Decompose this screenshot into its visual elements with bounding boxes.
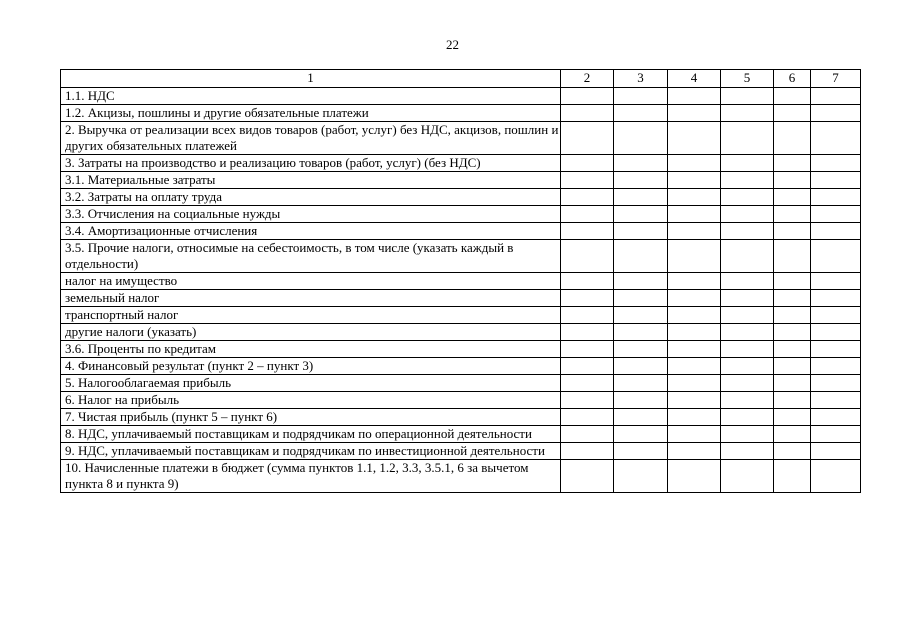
value-cell <box>811 273 861 290</box>
value-cell <box>561 273 614 290</box>
value-cell <box>774 324 811 341</box>
value-cell <box>811 426 861 443</box>
value-cell <box>774 460 811 493</box>
value-cell <box>721 122 774 155</box>
column-header: 3 <box>614 70 668 88</box>
value-cell <box>811 155 861 172</box>
row-label: 3.3. Отчисления на социальные нужды <box>61 206 561 223</box>
value-cell <box>774 307 811 324</box>
table-row <box>61 122 861 155</box>
row-label: 7. Чистая прибыль (пункт 5 – пункт 6) <box>61 409 561 426</box>
row-label: 3.5. Прочие налоги, относимые на себестоимость, в том числе (указать каждый в отдельности) <box>61 240 561 273</box>
value-cell <box>811 358 861 375</box>
value-cell <box>561 409 614 426</box>
value-cell <box>774 375 811 392</box>
row-label: 1.2. Акцизы, пошлины и другие обязательные платежи <box>61 105 561 122</box>
table-row <box>61 341 861 358</box>
value-cell <box>668 155 721 172</box>
value-cell <box>774 358 811 375</box>
value-cell <box>561 460 614 493</box>
value-cell <box>614 358 668 375</box>
value-cell <box>668 341 721 358</box>
value-cell <box>614 426 668 443</box>
table-row <box>61 307 861 324</box>
value-cell <box>811 324 861 341</box>
column-header: 2 <box>561 70 614 88</box>
value-cell <box>811 206 861 223</box>
value-cell <box>614 375 668 392</box>
value-cell <box>721 105 774 122</box>
value-cell <box>721 172 774 189</box>
value-cell <box>811 290 861 307</box>
row-label: другие налоги (указать) <box>61 324 561 341</box>
value-cell <box>561 443 614 460</box>
column-header: 5 <box>721 70 774 88</box>
value-cell <box>811 88 861 105</box>
table-body <box>61 88 861 493</box>
value-cell <box>561 206 614 223</box>
value-cell <box>721 240 774 273</box>
row-label: 2. Выручка от реализации всех видов товаров (работ, услуг) без НДС, акцизов, пошлин и других обязательных платежей <box>61 122 561 155</box>
value-cell <box>721 443 774 460</box>
value-cell <box>668 460 721 493</box>
value-cell <box>561 172 614 189</box>
value-cell <box>721 460 774 493</box>
value-cell <box>614 324 668 341</box>
value-cell <box>774 290 811 307</box>
value-cell <box>668 223 721 240</box>
value-cell <box>614 206 668 223</box>
value-cell <box>668 375 721 392</box>
value-cell <box>614 122 668 155</box>
table-row <box>61 392 861 409</box>
value-cell <box>811 443 861 460</box>
value-cell <box>561 122 614 155</box>
value-cell <box>811 375 861 392</box>
value-cell <box>561 223 614 240</box>
table-row <box>61 273 861 290</box>
table-row <box>61 409 861 426</box>
table-row <box>61 358 861 375</box>
value-cell <box>561 88 614 105</box>
value-cell <box>811 409 861 426</box>
row-label: 8. НДС, уплачиваемый поставщикам и подрядчикам по операционной деятельности <box>61 426 561 443</box>
value-cell <box>721 358 774 375</box>
table-row <box>61 172 861 189</box>
value-cell <box>561 358 614 375</box>
row-label: 3.2. Затраты на оплату труда <box>61 189 561 206</box>
value-cell <box>721 273 774 290</box>
report-table <box>60 69 861 493</box>
value-cell <box>668 392 721 409</box>
value-cell <box>721 375 774 392</box>
value-cell <box>668 105 721 122</box>
value-cell <box>614 409 668 426</box>
column-header: 1 <box>61 70 561 88</box>
value-cell <box>614 460 668 493</box>
value-cell <box>721 189 774 206</box>
value-cell <box>614 290 668 307</box>
value-cell <box>721 426 774 443</box>
value-cell <box>668 206 721 223</box>
value-cell <box>561 105 614 122</box>
value-cell <box>614 223 668 240</box>
value-cell <box>774 105 811 122</box>
value-cell <box>561 341 614 358</box>
row-label: транспортный налог <box>61 307 561 324</box>
value-cell <box>561 290 614 307</box>
value-cell <box>668 122 721 155</box>
value-cell <box>721 409 774 426</box>
row-label: 10. Начисленные платежи в бюджет (сумма пунктов 1.1, 1.2, 3.3, 3.5.1, 6 за вычетом пункта 8 и пункта 9) <box>61 460 561 493</box>
value-cell <box>811 460 861 493</box>
value-cell <box>614 105 668 122</box>
value-cell <box>721 307 774 324</box>
row-label: 3.4. Амортизационные отчисления <box>61 223 561 240</box>
value-cell <box>721 223 774 240</box>
column-header: 7 <box>811 70 861 88</box>
table-row <box>61 375 861 392</box>
value-cell <box>774 206 811 223</box>
value-cell <box>811 122 861 155</box>
row-label: 3.1. Материальные затраты <box>61 172 561 189</box>
row-label: 4. Финансовый результат (пункт 2 – пункт 3) <box>61 358 561 375</box>
value-cell <box>668 409 721 426</box>
value-cell <box>668 426 721 443</box>
value-cell <box>774 392 811 409</box>
value-cell <box>668 307 721 324</box>
value-cell <box>561 375 614 392</box>
row-label: 3. Затраты на производство и реализацию товаров (работ, услуг) (без НДС) <box>61 155 561 172</box>
table-row <box>61 443 861 460</box>
value-cell <box>721 392 774 409</box>
value-cell <box>561 240 614 273</box>
value-cell <box>774 426 811 443</box>
table-row <box>61 290 861 307</box>
value-cell <box>811 341 861 358</box>
table-row <box>61 240 861 273</box>
value-cell <box>774 341 811 358</box>
column-header: 6 <box>774 70 811 88</box>
value-cell <box>721 206 774 223</box>
value-cell <box>614 172 668 189</box>
value-cell <box>614 155 668 172</box>
value-cell <box>561 155 614 172</box>
table-row <box>61 206 861 223</box>
value-cell <box>561 324 614 341</box>
value-cell <box>774 240 811 273</box>
value-cell <box>774 273 811 290</box>
row-label: 9. НДС, уплачиваемый поставщикам и подрядчикам по инвестиционной деятельности <box>61 443 561 460</box>
value-cell <box>811 105 861 122</box>
value-cell <box>614 88 668 105</box>
value-cell <box>668 88 721 105</box>
table-row <box>61 155 861 172</box>
value-cell <box>668 324 721 341</box>
header-row <box>61 70 861 88</box>
column-header: 4 <box>668 70 721 88</box>
table-row <box>61 324 861 341</box>
row-label: 3.6. Проценты по кредитам <box>61 341 561 358</box>
table-row <box>61 460 861 493</box>
value-cell <box>774 223 811 240</box>
value-cell <box>614 341 668 358</box>
table-row <box>61 223 861 240</box>
value-cell <box>614 273 668 290</box>
value-cell <box>668 189 721 206</box>
value-cell <box>668 443 721 460</box>
value-cell <box>811 172 861 189</box>
value-cell <box>774 155 811 172</box>
value-cell <box>721 155 774 172</box>
value-cell <box>668 240 721 273</box>
value-cell <box>561 392 614 409</box>
value-cell <box>668 273 721 290</box>
row-label: налог на имущество <box>61 273 561 290</box>
value-cell <box>721 324 774 341</box>
value-cell <box>614 240 668 273</box>
value-cell <box>668 290 721 307</box>
value-cell <box>811 307 861 324</box>
row-label: 5. Налогооблагаемая прибыль <box>61 375 561 392</box>
value-cell <box>721 88 774 105</box>
value-cell <box>561 189 614 206</box>
value-cell <box>774 88 811 105</box>
value-cell <box>774 172 811 189</box>
table-row <box>61 88 861 105</box>
table-row <box>61 426 861 443</box>
row-label: земельный налог <box>61 290 561 307</box>
value-cell <box>721 341 774 358</box>
page-number: 22 <box>446 37 459 52</box>
value-cell <box>668 358 721 375</box>
value-cell <box>811 240 861 273</box>
value-cell <box>668 172 721 189</box>
value-cell <box>811 189 861 206</box>
row-label: 1.1. НДС <box>61 88 561 105</box>
value-cell <box>774 122 811 155</box>
value-cell <box>811 392 861 409</box>
value-cell <box>774 189 811 206</box>
table-row <box>61 189 861 206</box>
value-cell <box>614 307 668 324</box>
value-cell <box>774 443 811 460</box>
value-cell <box>561 307 614 324</box>
value-cell <box>774 409 811 426</box>
value-cell <box>614 392 668 409</box>
value-cell <box>721 290 774 307</box>
table-row <box>61 105 861 122</box>
value-cell <box>614 443 668 460</box>
value-cell <box>614 189 668 206</box>
value-cell <box>561 426 614 443</box>
value-cell <box>811 223 861 240</box>
row-label: 6. Налог на прибыль <box>61 392 561 409</box>
